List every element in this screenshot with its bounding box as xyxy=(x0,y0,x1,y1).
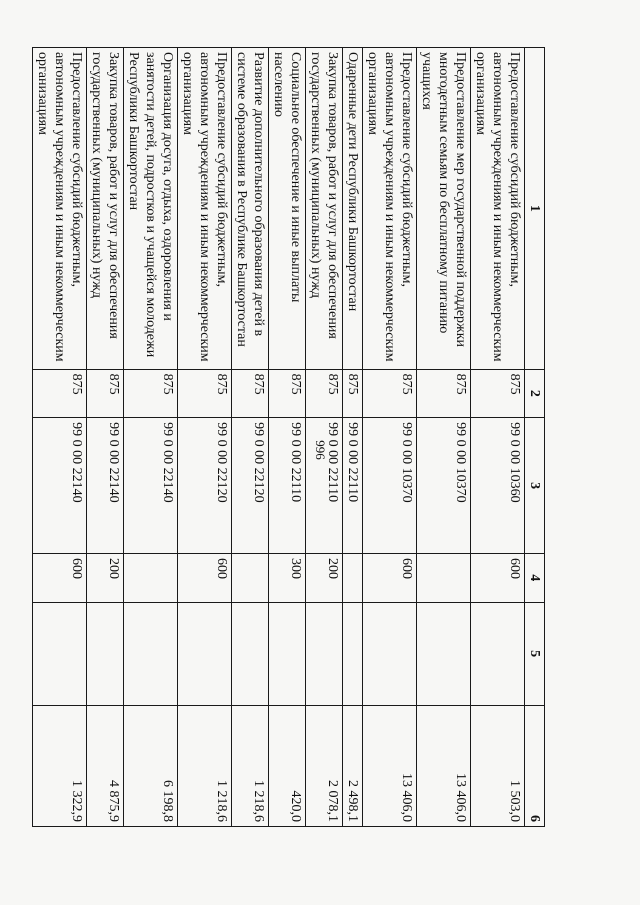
cell-col-5 xyxy=(124,602,178,705)
cell-expense-type xyxy=(124,554,178,602)
cell-target-article: 99 0 00 22110 xyxy=(269,418,306,554)
cell-target-article: 99 0 00 22140 xyxy=(124,418,178,554)
cell-amount: 4 875,9 xyxy=(87,705,124,826)
cell-col-5 xyxy=(87,602,124,705)
cell-amount: 2 078,1 xyxy=(306,705,343,826)
cell-col-5 xyxy=(232,602,269,705)
table-row xyxy=(232,48,269,827)
cell-target-article: 99 0 00 10360 xyxy=(471,418,525,554)
table-row xyxy=(343,48,363,827)
cell-ministry-code: 875 xyxy=(33,369,87,417)
cell-amount: 420,0 xyxy=(269,705,306,826)
cell-target-article: 99 0 00 22110 xyxy=(343,418,363,554)
cell-amount: 2 498,1 xyxy=(343,705,363,826)
header-col-1: 1 xyxy=(525,48,545,370)
cell-target-article: 99 0 00 22140 xyxy=(33,418,87,554)
header-col-3: 3 xyxy=(525,418,545,554)
cell-ministry-code: 875 xyxy=(178,369,232,417)
cell-expense-type: 600 xyxy=(178,554,232,602)
cell-ministry-code: 875 xyxy=(87,369,124,417)
cell-col-5 xyxy=(33,602,87,705)
cell-col-5 xyxy=(363,602,417,705)
cell-description: Одаренные дети Республики Башкортостан xyxy=(343,48,363,370)
cell-amount: 6 198,8 xyxy=(124,705,178,826)
cell-col-5 xyxy=(417,602,471,705)
cell-target-article: 99 0 00 10370 xyxy=(417,418,471,554)
table-row xyxy=(417,48,471,827)
budget-table xyxy=(32,47,545,827)
cell-ministry-code: 875 xyxy=(417,369,471,417)
cell-ministry-code: 875 xyxy=(343,369,363,417)
cell-ministry-code: 875 xyxy=(306,369,343,417)
header-col-5: 5 xyxy=(525,602,545,705)
page-number: 996 xyxy=(313,440,328,460)
cell-expense-type: 200 xyxy=(87,554,124,602)
cell-target-article: 99 0 00 22120 xyxy=(232,418,269,554)
rotated-table-container xyxy=(35,47,545,827)
cell-col-5 xyxy=(269,602,306,705)
cell-expense-type: 300 xyxy=(269,554,306,602)
cell-description: Предоставление субсидий бюджетным, автономным учреждениям и иным некоммерческим организациям xyxy=(363,48,417,370)
cell-amount: 1 503,0 xyxy=(471,705,525,826)
cell-description: Предоставление субсидий бюджетным, автономным учреждениям и иным некоммерческим организациям xyxy=(471,48,525,370)
table-row xyxy=(363,48,417,827)
cell-description: Социальное обеспечение и иные выплаты населению xyxy=(269,48,306,370)
header-col-6: 6 xyxy=(525,705,545,826)
cell-expense-type: 600 xyxy=(33,554,87,602)
cell-col-5 xyxy=(306,602,343,705)
table-row xyxy=(87,48,124,827)
cell-expense-type xyxy=(343,554,363,602)
cell-amount: 1 322,9 xyxy=(33,705,87,826)
cell-target-article: 99 0 00 10370 xyxy=(363,418,417,554)
cell-col-5 xyxy=(471,602,525,705)
cell-target-article: 99 0 00 22110 xyxy=(306,418,343,554)
table-row xyxy=(178,48,232,827)
table-row xyxy=(269,48,306,827)
header-row xyxy=(525,48,545,827)
cell-expense-type xyxy=(417,554,471,602)
cell-ministry-code: 875 xyxy=(232,369,269,417)
cell-amount: 1 218,6 xyxy=(178,705,232,826)
table-row xyxy=(306,48,343,827)
cell-description: Закупка товаров, работ и услуг для обеспечения государственных (муниципальных) нужд xyxy=(87,48,124,370)
cell-description: Предоставление субсидий бюджетным, автономным учреждениям и иным некоммерческим организациям xyxy=(33,48,87,370)
cell-target-article: 99 0 00 22140 xyxy=(87,418,124,554)
cell-description: Предоставление мер государственной поддержки многодетным семьям по бесплатному питанию учащихся xyxy=(417,48,471,370)
cell-amount: 13 406,0 xyxy=(363,705,417,826)
cell-expense-type xyxy=(232,554,269,602)
header-col-2: 2 xyxy=(525,369,545,417)
cell-col-5 xyxy=(178,602,232,705)
cell-ministry-code: 875 xyxy=(471,369,525,417)
cell-description: Закупка товаров, работ и услуг для обеспечения государственных (муниципальных) нужд xyxy=(306,48,343,370)
cell-expense-type: 200 xyxy=(306,554,343,602)
cell-col-5 xyxy=(343,602,363,705)
cell-description: Развитие дополнительного образования детей в системе образования в Республике Башкортостан xyxy=(232,48,269,370)
cell-amount: 1 218,6 xyxy=(232,705,269,826)
cell-ministry-code: 875 xyxy=(269,369,306,417)
cell-expense-type: 600 xyxy=(471,554,525,602)
cell-ministry-code: 875 xyxy=(124,369,178,417)
cell-description: Организация досуга, отдыха, оздоровления и занятости детей, подростков и учащейся молодежи Республики Башкортостан xyxy=(124,48,178,370)
cell-ministry-code: 875 xyxy=(363,369,417,417)
header-col-4: 4 xyxy=(525,554,545,602)
cell-description: Предоставление субсидий бюджетным, автономным учреждениям и иным некоммерческим организациям xyxy=(178,48,232,370)
cell-amount: 13 406,0 xyxy=(417,705,471,826)
table-row xyxy=(471,48,525,827)
table-row xyxy=(124,48,178,827)
table-row xyxy=(33,48,87,827)
cell-target-article: 99 0 00 22120 xyxy=(178,418,232,554)
cell-expense-type: 600 xyxy=(363,554,417,602)
